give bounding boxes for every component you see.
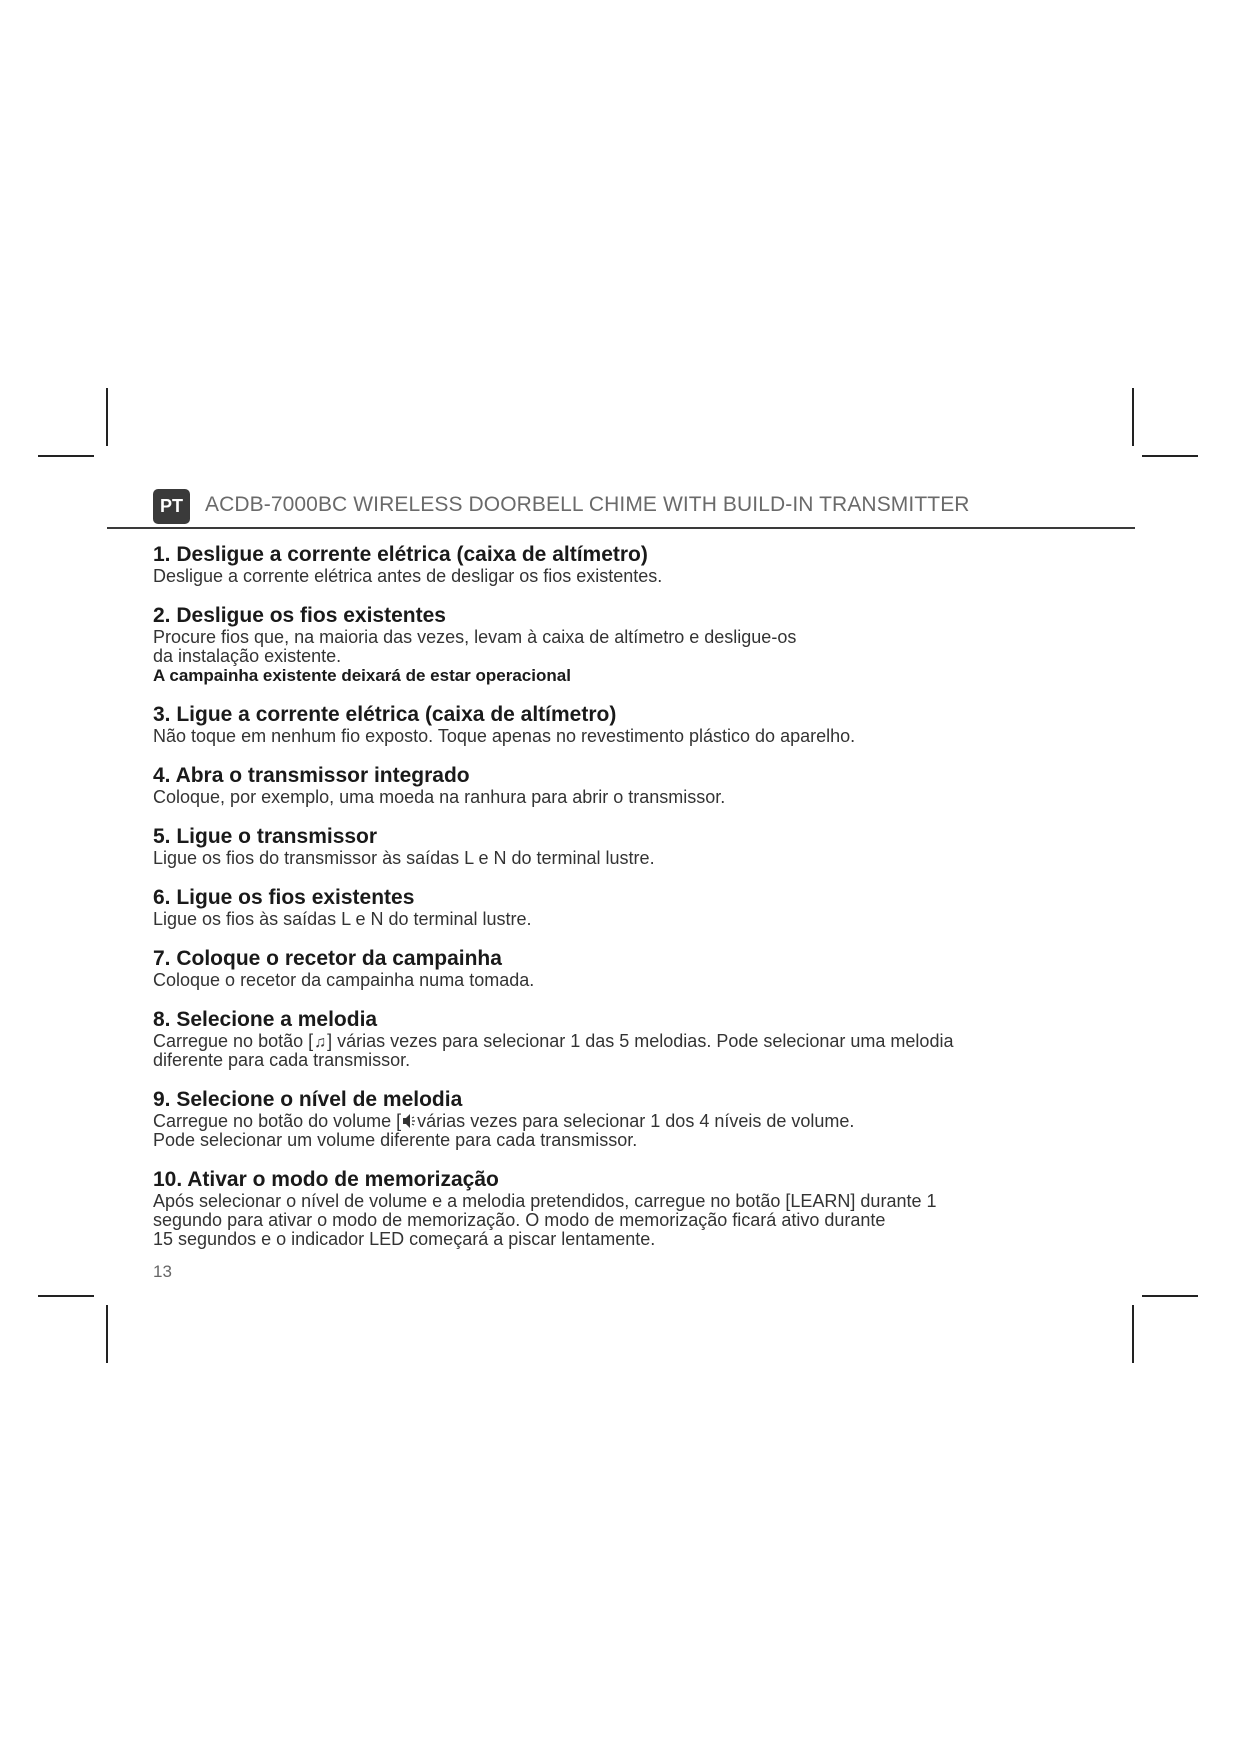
step-7: [153, 947, 1113, 990]
step-text: 15 segundos e o indicador LED começará a piscar lentamente.: [153, 1229, 656, 1249]
step-heading: 1. Desligue a corrente elétrica (caixa de altímetro): [153, 543, 648, 566]
document-title: ACDB-7000BC WIRELESS DOORBELL CHIME WITH BUILD-IN TRANSMITTER: [205, 493, 970, 516]
step-text: Ligue os fios às saídas L e N do terminal lustre.: [153, 909, 532, 929]
crop-mark-bottom-left-horizontal: [38, 1295, 94, 1297]
step-4: [153, 764, 1113, 807]
crop-mark-top-right-horizontal: [1142, 455, 1198, 457]
step-text: Desligue a corrente elétrica antes de desligar os fios existentes.: [153, 566, 663, 586]
step-9: [153, 1088, 1113, 1150]
step-heading: 7. Coloque o recetor da campainha: [153, 947, 502, 970]
crop-mark-top-left-vertical: [106, 388, 108, 446]
step-10: [153, 1168, 1113, 1249]
step-2: [153, 604, 1113, 685]
step-6: [153, 886, 1113, 929]
step-5: [153, 825, 1113, 868]
crop-mark-top-left-horizontal: [38, 455, 94, 457]
step-heading: 4. Abra o transmissor integrado: [153, 764, 470, 787]
crop-mark-bottom-right-horizontal: [1142, 1295, 1198, 1297]
music-note-icon: ♫: [314, 1034, 327, 1051]
step-note: A campainha existente deixará de estar operacional: [153, 666, 571, 685]
step-1: [153, 543, 1113, 586]
step-heading: 9. Selecione o nível de melodia: [153, 1088, 463, 1111]
instructions-body: [153, 543, 1113, 1267]
step-text-part: várias vezes para selecionar 1 dos 4 níveis de volume.: [417, 1111, 855, 1131]
step-3: [153, 703, 1113, 746]
speaker-volume-icon: [401, 1113, 417, 1131]
step-text: Após selecionar o nível de volume e a melodia pretendidos, carregue no botão [LEARN] durante 1: [153, 1191, 937, 1211]
step-text: Ligue os fios do transmissor às saídas L e N do terminal lustre.: [153, 848, 655, 868]
step-text: [153, 1112, 1113, 1131]
crop-mark-bottom-left-vertical: [106, 1305, 108, 1363]
step-text: Coloque o recetor da campainha numa tomada.: [153, 970, 535, 990]
header-divider: [107, 527, 1135, 529]
step-text: Coloque, por exemplo, uma moeda na ranhura para abrir o transmissor.: [153, 787, 726, 807]
step-heading: 2. Desligue os fios existentes: [153, 604, 446, 627]
page-number: 13: [153, 1262, 172, 1281]
page-header: [153, 488, 1133, 528]
step-text: Pode selecionar um volume diferente para cada transmissor.: [153, 1130, 638, 1150]
step-heading: 3. Ligue a corrente elétrica (caixa de altímetro): [153, 703, 617, 726]
language-badge: PT: [153, 489, 190, 524]
step-text: diferente para cada transmissor.: [153, 1050, 411, 1070]
step-text-part: Carregue no botão [: [153, 1031, 314, 1051]
crop-mark-bottom-right-vertical: [1132, 1305, 1134, 1363]
crop-mark-top-right-vertical: [1132, 388, 1134, 446]
step-text: Procure fios que, na maioria das vezes, levam à caixa de altímetro e desligue-os: [153, 627, 797, 647]
step-heading: 5. Ligue o transmissor: [153, 825, 378, 848]
step-8: [153, 1008, 1113, 1070]
step-heading: 6. Ligue os fios existentes: [153, 886, 415, 909]
step-heading: 8. Selecione a melodia: [153, 1008, 378, 1031]
step-text: segundo para ativar o modo de memorização. O modo de memorização ficará ativo durante: [153, 1210, 886, 1230]
step-heading: 10. Ativar o modo de memorização: [153, 1168, 499, 1191]
step-text-part: ] várias vezes para selecionar 1 das 5 melodias. Pode selecionar uma melodia: [327, 1031, 954, 1051]
step-text: [153, 1032, 1113, 1051]
step-text: Não toque em nenhum fio exposto. Toque apenas no revestimento plástico do aparelho.: [153, 726, 856, 746]
step-text-part: Carregue no botão do volume [: [153, 1111, 402, 1131]
step-text: da instalação existente.: [153, 646, 342, 666]
